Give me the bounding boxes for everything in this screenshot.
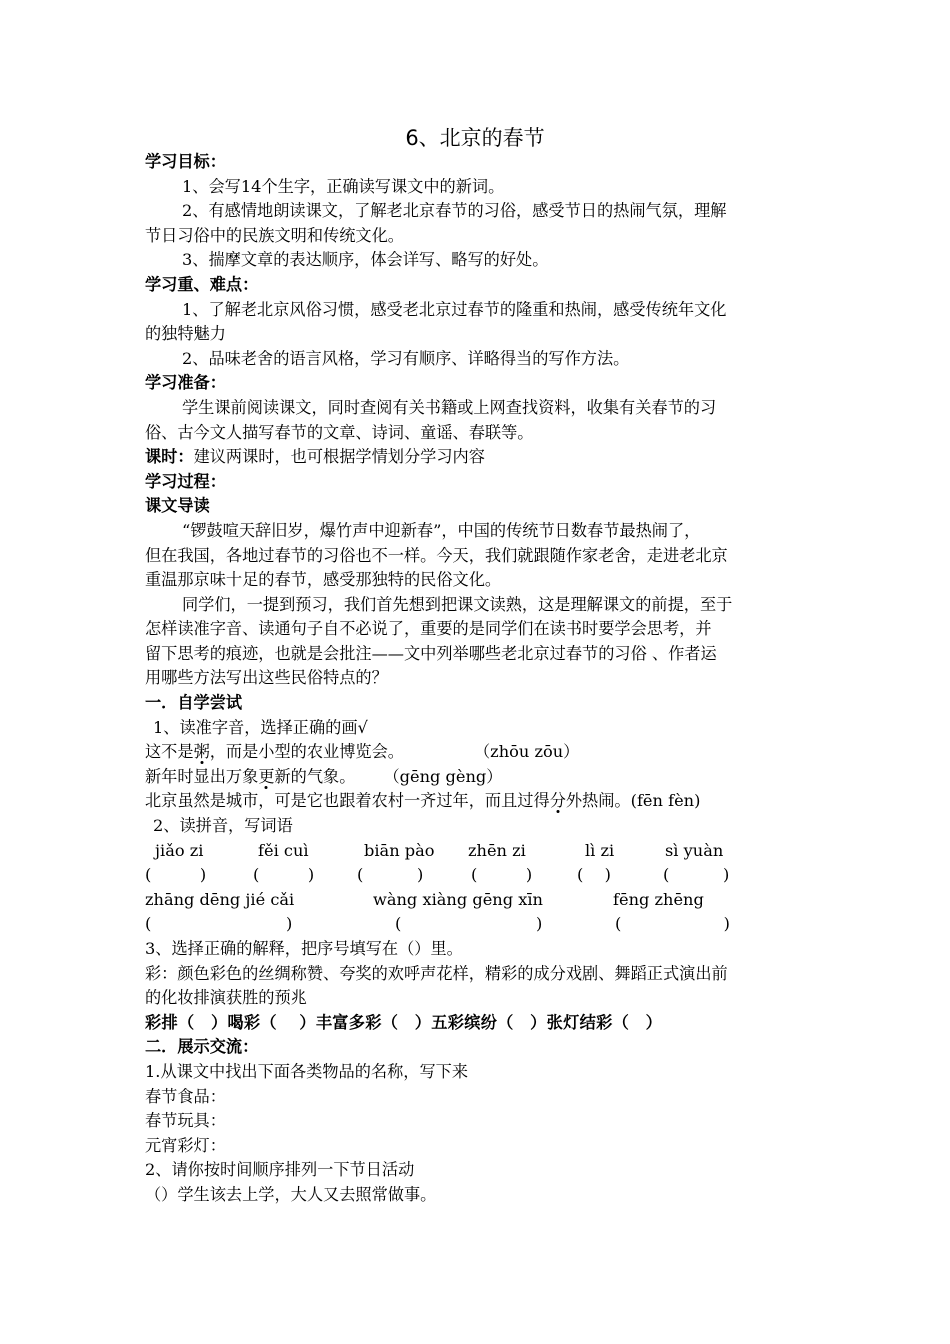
sentence-text: 新年时显出万象 [145,766,259,786]
pronunciation-sentence-2 [145,765,810,790]
intro-paragraph: 怎样读准字音、读通句子自不必说了，重要的是同学们在读书时要学会思考，并 [145,619,712,639]
answer-blank[interactable]: ( ) [663,865,730,885]
period-label: 课时： [145,447,194,467]
pinyin-row [145,839,810,864]
answer-blank[interactable]: ( ) [145,914,293,934]
dotted-char: 更 [258,766,275,786]
answer-blank-row [145,863,810,888]
answer-blank[interactable]: ( ) [577,865,611,885]
category-item: 元宵彩灯： [145,1135,226,1155]
ordering-item: （）学生该去上学，大人又去照常做事。 [145,1184,437,1204]
keypoint-item: 2、品味老舍的语言风格，学习有顺序、详略得当的写作方法。 [182,348,630,368]
period-text: 建议两课时，也可根据学情划分学习内容 [193,447,485,467]
cai-word-row [145,1011,810,1036]
category-item: 春节玩具： [145,1111,226,1131]
pronunciation-sentence-3 [145,789,810,814]
section1-heading: 一．自学尝试 [145,693,243,713]
prep-heading: 学习准备： [145,373,226,393]
sentence-text: 新的气象。 [274,766,356,786]
dotted-char: 粥 [193,742,210,762]
pinyin-word: fěi cuì [258,840,309,860]
pinyin-word: zhāng dēng jié cǎi [145,889,295,909]
intro-paragraph: 用哪些方法写出这些民俗特点的？ [145,668,388,688]
category-item: 春节食品： [145,1086,226,1106]
answer-blank[interactable]: ( ) [395,914,543,934]
intro-paragraph: 留下思考的痕迹，也就是会批注——文中列举哪些老北京过春节的习俗 、作者运 [145,643,717,663]
pinyin-choice: （gēng gèng） [383,766,503,786]
cai-definition: 的化妆排演获胜的预兆 [145,988,307,1008]
process-heading: 学习过程： [145,471,226,491]
pinyin-word: fēng zhēng [613,889,704,909]
intro-paragraph: 但在我国，各地过春节的习俗也不一样。今天，我们就跟随作家老舍，走进老北京 [145,545,728,565]
prep-item: 学生课前阅读课文，同时查阅有关书籍或上网查找资料，收集有关春节的习 [182,397,717,417]
sentence-text: 北京虽然是城市，可是它也跟着农村一齐过年，而且过得 [145,791,550,811]
cai-word[interactable]: 丰富多彩（ ） [315,1012,432,1032]
question-1: 1、读准字音，选择正确的画√ [153,717,368,737]
intro-paragraph: 重温那京味十足的春节，感受那独特的民俗文化。 [145,570,502,590]
pinyin-choice: (fēn fèn) [630,791,701,811]
sentence-text: 这不是 [145,742,194,762]
intro-paragraph: 同学们，一提到预习，我们首先想到把课文读熟，这是理解课文的前提，至于 [182,594,733,614]
answer-blank[interactable]: ( ) [357,865,424,885]
keypoint-item: 的独特魅力 [145,324,226,344]
pinyin-choice: （zhōu zōu） [474,742,580,762]
goal-item: 1、会写14个生字，正确读写课文中的新词。 [182,176,505,196]
process-subheading: 课文导读 [145,496,210,516]
cai-word[interactable]: 彩排（ ） [145,1012,228,1032]
cai-definition: 彩：颜色彩色的丝绸称赞、夸奖的欢呼声花样，精彩的成分戏剧、舞蹈正式演出前 [145,963,728,983]
cai-word[interactable]: 张灯结彩（ ） [546,1012,663,1032]
goal-item: 3、揣摩文章的表达顺序，体会详写、略写的好处。 [182,250,549,270]
keypoint-item: 1、了解老北京风俗习惯，感受老北京过春节的隆重和热闹，感受传统年文化 [182,299,727,319]
document-body [145,150,810,1208]
pronunciation-sentence-1 [145,740,810,765]
goal-item: 2、有感情地朗读课文，了解老北京春节的习俗，感受节日的热闹气氛，理解 [182,201,727,221]
cai-word[interactable]: 喝彩（ ） [227,1012,316,1032]
answer-blank[interactable]: ( ) [253,865,315,885]
answer-blank-row [145,912,810,937]
goals-heading: 学习目标： [145,152,226,171]
section2-heading: 二．展示交流： [145,1037,259,1057]
pinyin-word: biān pào [364,840,435,860]
keypoints-heading: 学习重、难点： [145,274,259,294]
answer-blank[interactable]: ( ) [615,914,730,934]
dotted-char: 分 [549,791,566,811]
pinyin-word: jiǎo zi [155,840,204,860]
section2-question-2: 2、请你按时间顺序排列一下节日活动 [145,1160,415,1180]
pinyin-word: lì zi [585,840,615,860]
pinyin-word: sì yuàn [665,840,724,860]
prep-item: 俗、古今文人描写春节的文章、诗词、童谣、春联等。 [145,422,534,442]
pinyin-word: zhēn zi [468,840,526,860]
answer-blank[interactable]: ( ) [471,865,533,885]
page-title: 6、北京的春节 [405,126,545,150]
cai-word[interactable]: 五彩缤纷（ ） [431,1012,547,1032]
question-3: 3、选择正确的解释，把序号填写在（）里。 [145,939,463,958]
intro-paragraph: “锣鼓喧天辞旧岁，爆竹声中迎新春”，中国的传统节日数春节最热闹了， [182,520,701,540]
goal-item: 节日习俗中的民族文明和传统文化。 [145,225,404,245]
pinyin-word: wàng xiàng gēng xīn [373,889,543,909]
sentence-text: ，而是小型的农业博览会。 [209,742,404,762]
answer-blank[interactable]: ( ) [145,865,207,885]
period-line [145,445,810,470]
sentence-text: 外热闹。 [565,791,631,811]
pinyin-row [145,888,810,913]
section2-question-1: 1.从课文中找出下面各类物品的名称，写下来 [145,1061,469,1081]
question-2: 2、读拼音，写词语 [153,816,293,836]
